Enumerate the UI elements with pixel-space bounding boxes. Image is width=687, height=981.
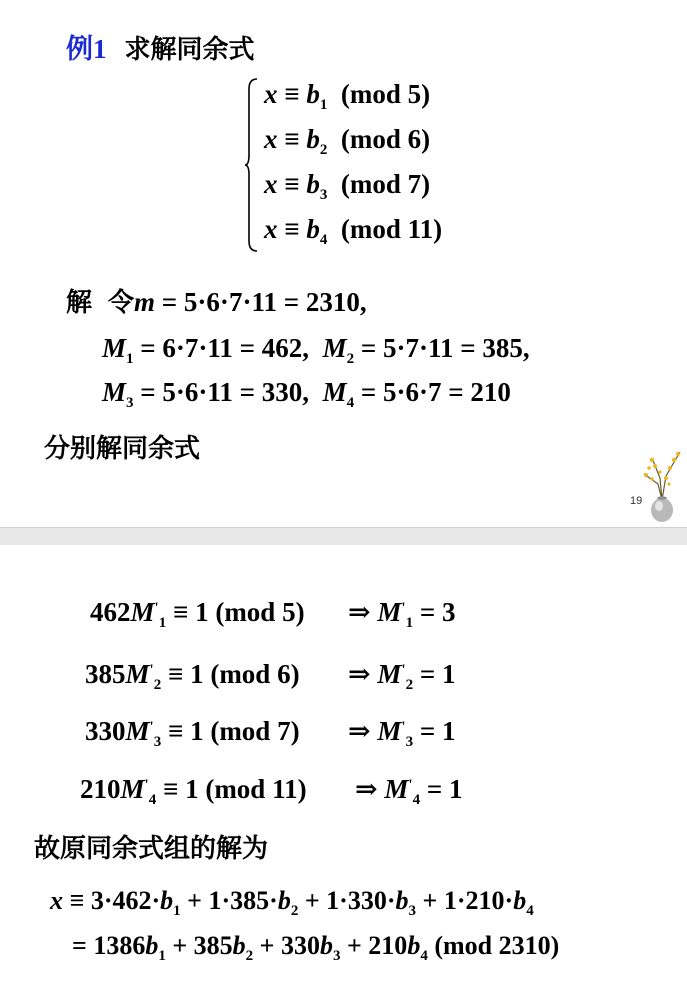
system-row-4: $x \equiv b_4$ (mod 11) [264,214,443,248]
solution-line-m: 解 令m = 5·6·7·11 = 2310, [66,287,367,318]
example-label: 例1 [66,34,107,64]
page-number: 19 [630,495,643,507]
congruence-row-2: $385M'_2 \equiv 1$ (mod 6) [85,659,300,693]
result-row-3: ⇒ $M'_3 = 1$ [348,716,456,750]
system-row-3: $x \equiv b_3$ (mod 7) [264,169,431,203]
congruence-row-1: $462M'_1 \equiv 1$ (mod 5) [90,597,305,631]
congruence-row-3: $330M'_3 \equiv 1$ (mod 7) [85,716,300,750]
M1-M2-line: $M_1 = 6\cdot 7\cdot 11 = 462$, $M_2 = 5\cdot 7\cdot 11 = 385$, [102,333,530,367]
slide-separator [0,527,687,546]
slide-2 [0,545,687,981]
system-row-2: $x \equiv b_2$ (mod 6) [264,124,431,158]
system-row-1: $x \equiv b_1$ (mod 5) [264,79,431,113]
flower-vase-icon [640,448,684,524]
final-solution-line-1: $x \equiv 3\cdot 462\cdot b_1 + 1\cdot 385\cdot b_2 + 1\cdot 330\cdot b_3 + 1\cdot 210\cdot b_4$ [50,886,534,919]
result-row-2: ⇒ $M'_2 = 1$ [348,659,456,693]
separately-solve-text: 分别解同余式 [44,434,201,464]
result-row-4: ⇒ $M'_4 = 1$ [355,774,463,808]
solution-label: 解 [66,288,93,318]
congruence-row-4: $210M'_4 \equiv 1$ (mod 11) [80,774,307,808]
result-row-1: ⇒ $M'_1 = 3$ [348,597,456,631]
M3-M4-line: $M_3 = 5\cdot 6\cdot 11 = 330$, $M_4 = 5\cdot 6\cdot 7 = 210$ [102,377,511,411]
conclusion-text: 故原同余式组的解为 [34,834,269,864]
final-solution-line-2: = $1386b_1 + 385b_2 + 330b_3 + 210b_4$ (mod 2310) [72,931,560,964]
example-title: 求解同余式 [124,35,255,65]
left-brace-icon [245,77,259,253]
example-heading [66,27,255,66]
